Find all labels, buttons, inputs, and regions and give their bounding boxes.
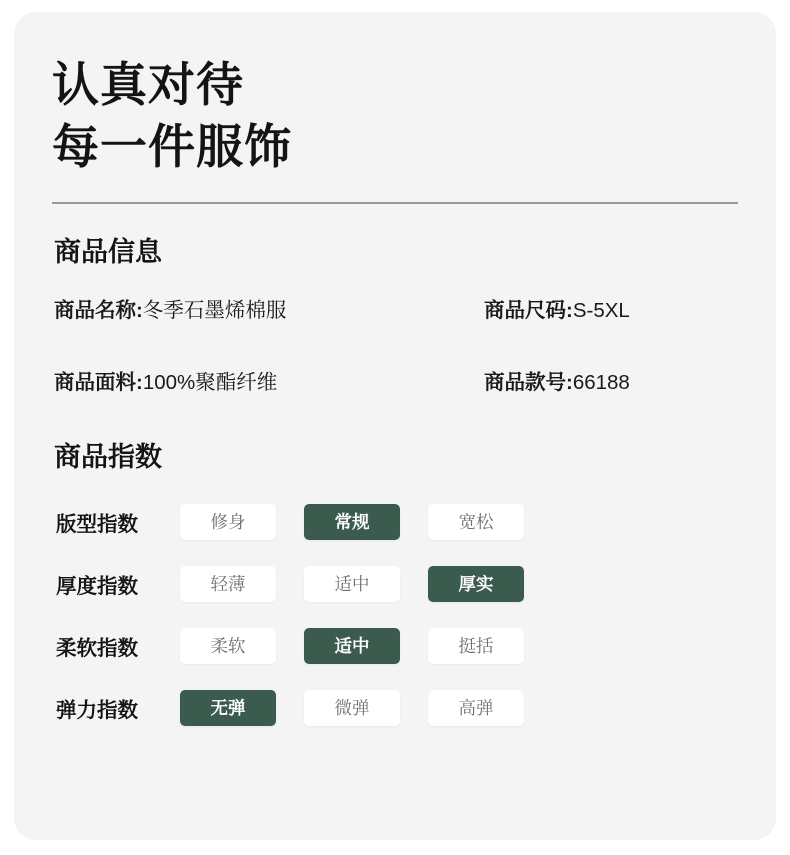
index-chip-selected[interactable]: 无弹 [180, 690, 276, 726]
info-label: 商品尺码: [484, 299, 573, 323]
index-chip-selected[interactable]: 适中 [304, 628, 400, 664]
index-chip[interactable]: 高弹 [428, 690, 524, 726]
info-value: S-5XL [572, 299, 630, 323]
index-row-thickness [52, 562, 748, 606]
info-label: 商品款号: [484, 371, 573, 395]
index-row-softness [52, 624, 748, 668]
headline-divider [52, 202, 738, 204]
product-index-rows [52, 500, 748, 730]
product-info-title: 商品信息 [54, 237, 162, 268]
index-row-label: 厚度指数 [56, 575, 138, 599]
index-row-label: 版型指数 [56, 513, 138, 537]
info-value: 100%聚酯纤维 [142, 371, 278, 395]
index-chip[interactable]: 适中 [304, 566, 400, 602]
index-chip[interactable]: 微弹 [304, 690, 400, 726]
index-row-elasticity [52, 686, 748, 730]
headline [52, 54, 748, 178]
info-item-product-size [484, 293, 748, 323]
index-chip[interactable]: 柔软 [180, 628, 276, 664]
product-index-title: 商品指数 [54, 442, 162, 473]
index-row-fit [52, 500, 748, 544]
index-chip[interactable]: 修身 [180, 504, 276, 540]
index-chip-group [180, 566, 524, 602]
index-row-label: 弹力指数 [56, 699, 138, 723]
info-value: 冬季石墨烯棉服 [142, 299, 287, 323]
headline-line-1: 认真对待 [52, 58, 244, 111]
index-chip-selected[interactable]: 厚实 [428, 566, 524, 602]
index-chip-group [180, 504, 524, 540]
index-chip-group [180, 690, 524, 726]
product-info-grid [54, 293, 748, 395]
index-row-label: 柔软指数 [56, 637, 138, 661]
index-chip-group [180, 628, 524, 664]
headline-line-2: 每一件服饰 [52, 120, 292, 174]
info-item-product-style-number [484, 365, 748, 395]
index-chip-selected[interactable]: 常规 [304, 504, 400, 540]
index-chip[interactable]: 挺括 [428, 628, 524, 664]
info-value: 66188 [572, 371, 630, 395]
info-label: 商品面料: [54, 371, 143, 395]
info-item-product-fabric [54, 365, 484, 395]
index-chip[interactable]: 轻薄 [180, 566, 276, 602]
index-chip[interactable]: 宽松 [428, 504, 524, 540]
info-label: 商品名称: [54, 299, 143, 323]
detail-card [14, 12, 776, 840]
info-item-product-name [54, 293, 484, 323]
